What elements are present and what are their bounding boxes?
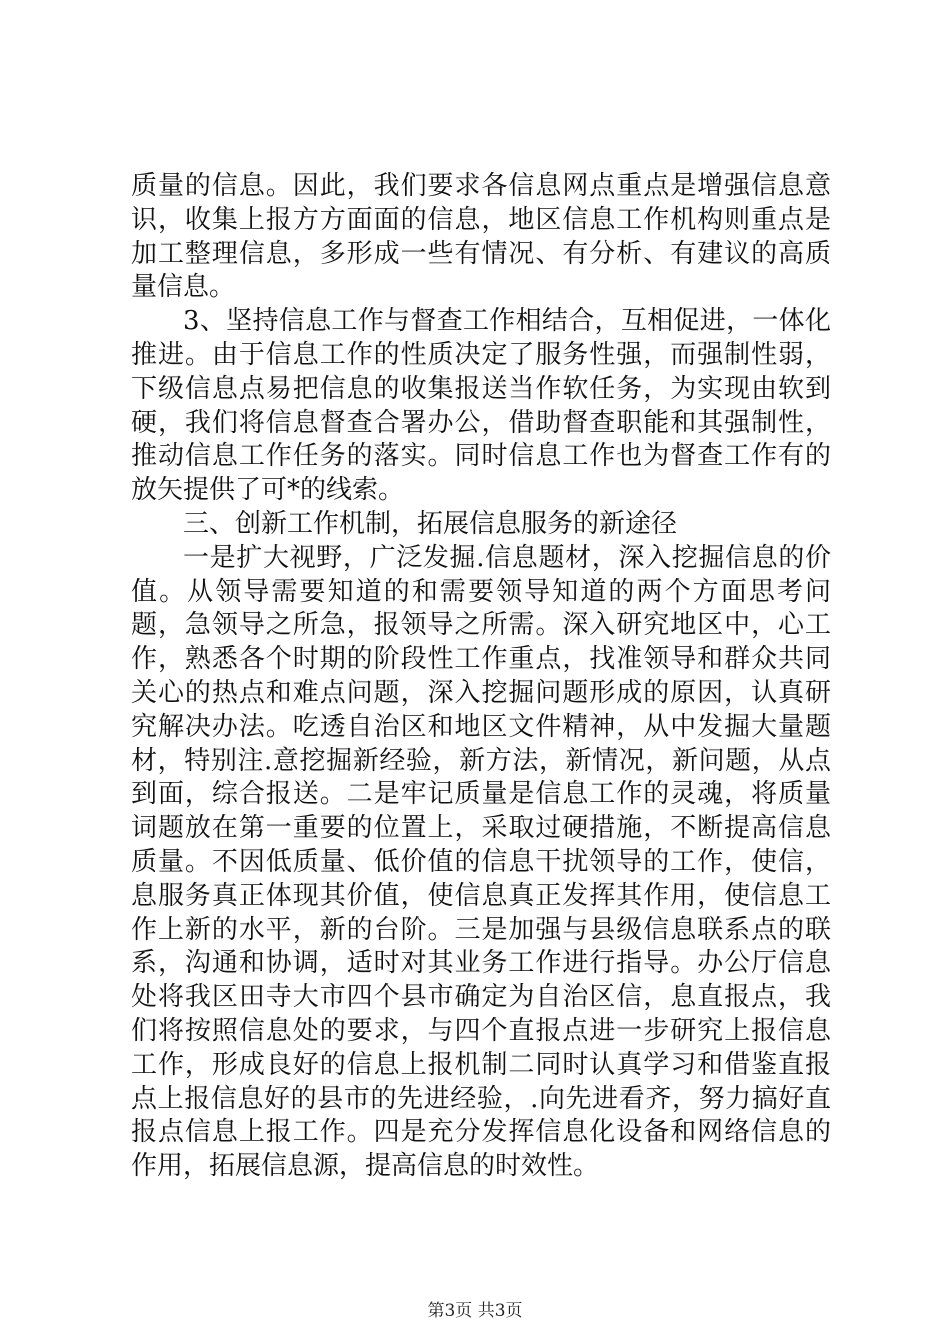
section-heading: 三、创新工作机制，拓展信息服务的新途径: [183, 508, 678, 539]
paragraph-1: 质量的信息。因此，我们要求各信息网点重点是增强信息意识，收集上报方方面面的信息，地区信息工作机构则重点是加工整理信息，多形成一些有情况、有分析、有建议的高质量信息。: [131, 171, 831, 303]
page-footer: 第3页 共3页: [427, 1301, 523, 1321]
paragraph-3: 一是扩大视野，广泛发掘.信息题材，深入挖掘信息的价值。从领导需要知道的和需要领导知道的两个方面思考问题，急领导之所急，报领导之所需。深入研究地区中，心工作，熟悉各个时期的阶段性工作重点，找准领导和群众共同关心的热点和难点问题，深入挖掘问题形成的原因，认真研究解决办法。吃透自治区和地区文件精神，从中发掘大量题材，特别注.意挖掘新经验，新方法，新情况，新问题，从点到面，综合报送。二是牢记质量是信息工作的灵魂，将质量词题放在第一重要的位置上，采取过硬措施，不断提高信息质量。不因低质量、低价值的信息干扰领导的工作，使信，息服务真正体现其价值，使信息真正发挥其作用，使信息工作上新的水平，新的台阶。三是加强与县级信息联系点的联系，沟通和协调，适时对其业务工作进行指导。办公厅信息处将我区田寺大市四个县市确定为自治区信，息直报点，我们将按照信息处的要求，与四个直报点进一步研究上报信息工作，形成良好的信息上报机制二同时认真学习和借鉴直报点上报信息好的县市的先进经验，.向先进看齐，努力搞好直报点信息上报工作。四是充分发挥信息化设备和网络信息的作用，拓展信息源，提高信息的时效性。: [131, 542, 831, 1182]
paragraph-2: 3、坚持信息工作与督查工作相结合，互相促进，一体化推进。由于信息工作的性质决定了服务性强，而强制性弱，下级信息点易把信息的收集报送当作软任务，为实现由软到硬，我们将信息督查合署办公，借助督查职能和其强制性，推动信息工作任务的落实。同时信息工作也为督查工作有的放矢提供了可*的线索。: [131, 306, 831, 506]
document-body: [131, 170, 831, 1184]
